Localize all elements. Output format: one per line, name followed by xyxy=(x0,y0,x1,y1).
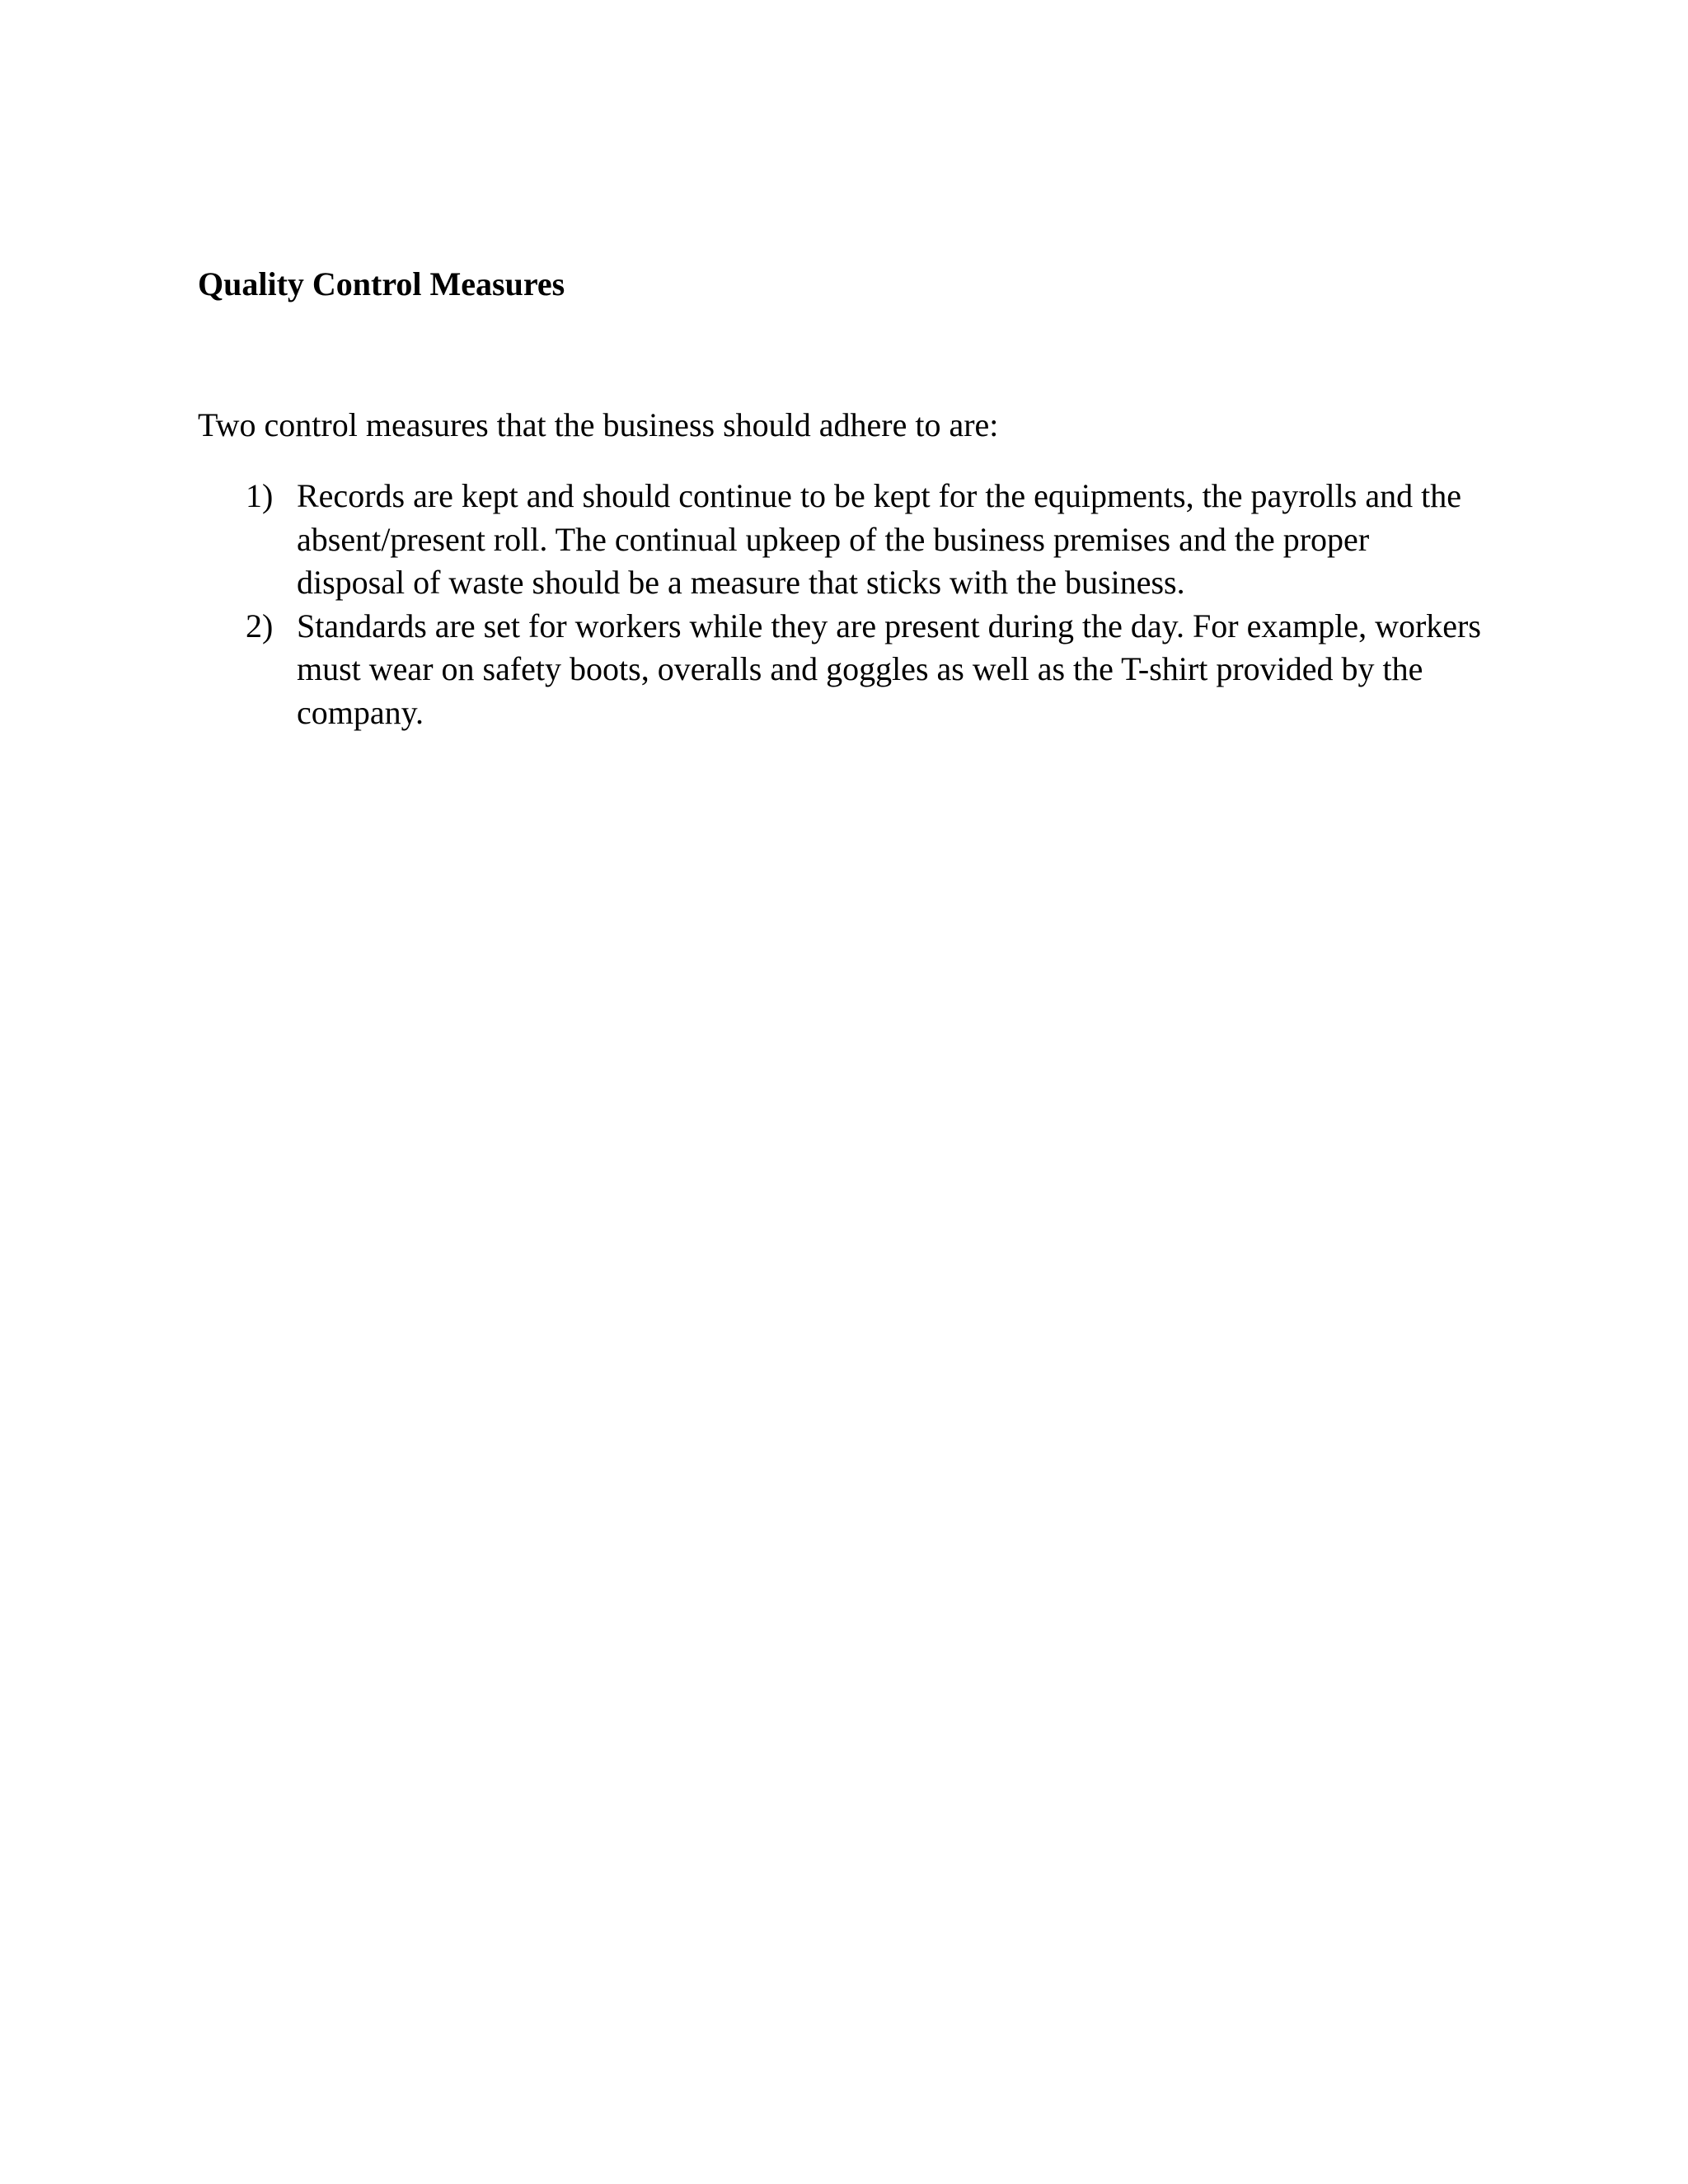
list-item xyxy=(198,605,1484,735)
page-title: Quality Control Measures xyxy=(198,265,565,302)
list-item-line: disposal of waste should be a measure that sticks with the business. xyxy=(297,564,1185,601)
intro-paragraph: Two control measures that the business should adhere to are: xyxy=(198,406,999,443)
list-item-line: must wear on safety boots, overalls and goggles as well as the T-shirt provided by the xyxy=(297,650,1423,687)
control-measures-list xyxy=(198,475,1484,734)
list-item-line: absent/present roll. The continual upkeep of the business premises and the proper xyxy=(297,520,1370,558)
list-item xyxy=(198,475,1484,605)
list-item-line: Records are kept and should continue to be kept for the equipments, the payrolls and the xyxy=(297,477,1461,514)
list-item-number: 1) xyxy=(246,477,274,514)
list-item-number: 2) xyxy=(246,607,274,644)
list-item-line: company. xyxy=(297,693,424,731)
list-item-line: Standards are set for workers while they are present during the day. For example, workers xyxy=(297,607,1481,644)
